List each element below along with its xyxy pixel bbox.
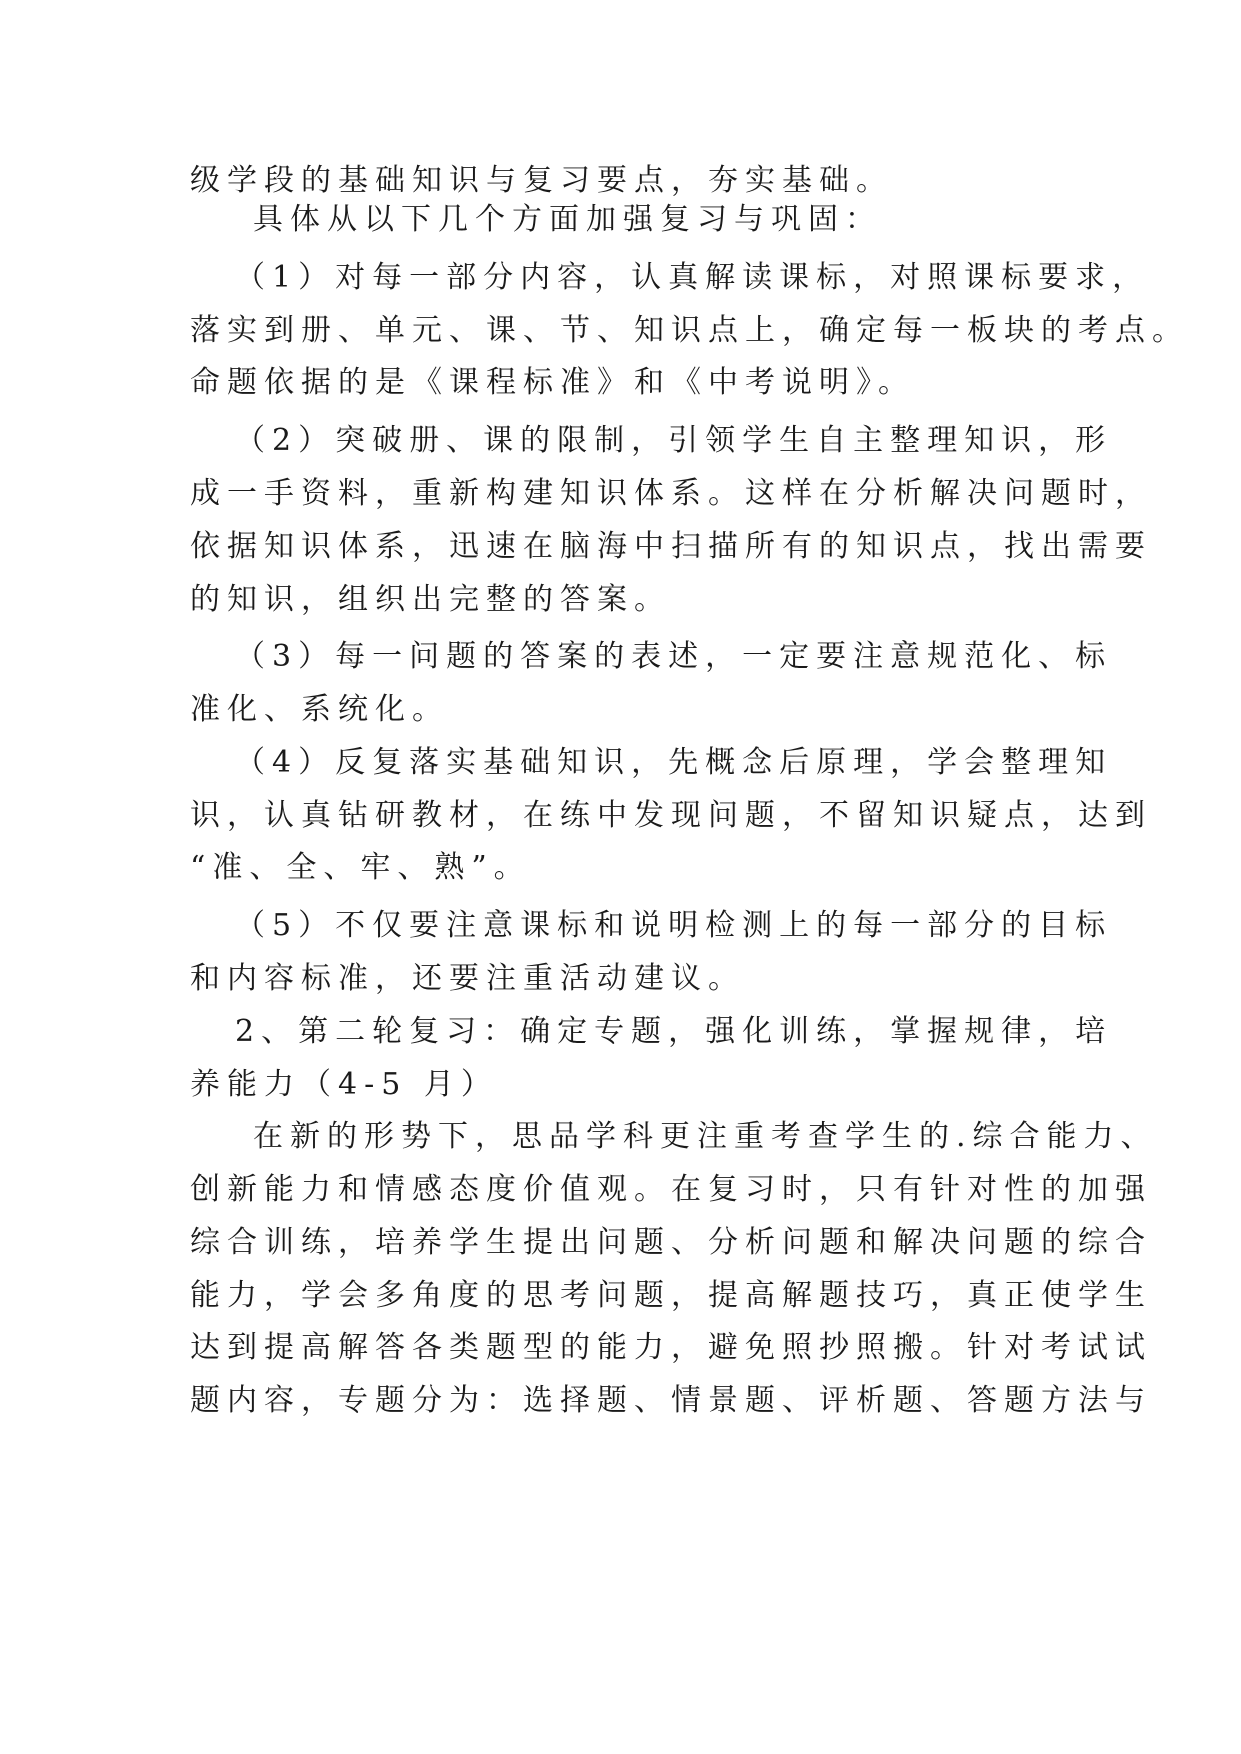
text-line: （1）对每一部分内容，认真解读课标，对照课标要求，	[235, 260, 1150, 295]
text-line: 具体从以下几个方面加强复习与巩固：	[253, 202, 882, 237]
text-line: 级学段的基础知识与复习要点，夯实基础。	[190, 163, 893, 198]
text-line: 依据知识体系，迅速在脑海中扫描所有的知识点，找出需要	[190, 529, 1152, 564]
text-line: 成一手资料，重新构建知识体系。这样在分析解决问题时，	[190, 476, 1152, 511]
text-line: 题内容，专题分为：选择题、情景题、评析题、答题方法与	[190, 1383, 1152, 1418]
text-line: 识，认真钻研教材，在练中发现问题，不留知识疑点，达到	[190, 798, 1152, 833]
text-line: 落实到册、单元、课、节、知识点上，确定每一板块的考点。	[190, 313, 1189, 348]
text-line: 命题依据的是《课程标准》和《中考说明》。	[190, 365, 915, 400]
text-line: 2、第二轮复习：确定专题，强化训练，掌握规律，培	[235, 1014, 1113, 1049]
text-line: “准、全、牢、熟”。	[190, 850, 531, 885]
text-line: 准化、系统化。	[190, 692, 449, 727]
text-line: 在新的形势下，思品学科更注重考查学生的.综合能力、	[253, 1119, 1158, 1154]
text-line: 能力，学会多角度的思考问题，提高解题技巧，真正使学生	[190, 1278, 1152, 1313]
text-line: 创新能力和情感态度价值观。在复习时，只有针对性的加强	[190, 1172, 1152, 1207]
text-line: 达到提高解答各类题型的能力，避免照抄照搬。针对考试试	[190, 1330, 1152, 1365]
text-line: （2）突破册、课的限制，引领学生自主整理知识，形	[235, 423, 1113, 458]
text-line: （3）每一问题的答案的表述，一定要注意规范化、标	[235, 639, 1113, 674]
text-line: 综合训练，培养学生提出问题、分析问题和解决问题的综合	[190, 1225, 1152, 1260]
text-line: 和内容标准，还要注重活动建议。	[190, 961, 745, 996]
text-line: 的知识，组织出完整的答案。	[190, 582, 671, 617]
text-line: 养能力（4-5 月）	[190, 1067, 498, 1102]
text-line: （5）不仅要注意课标和说明检测上的每一部分的目标	[235, 908, 1113, 943]
text-line: （4）反复落实基础知识，先概念后原理，学会整理知	[235, 745, 1113, 780]
